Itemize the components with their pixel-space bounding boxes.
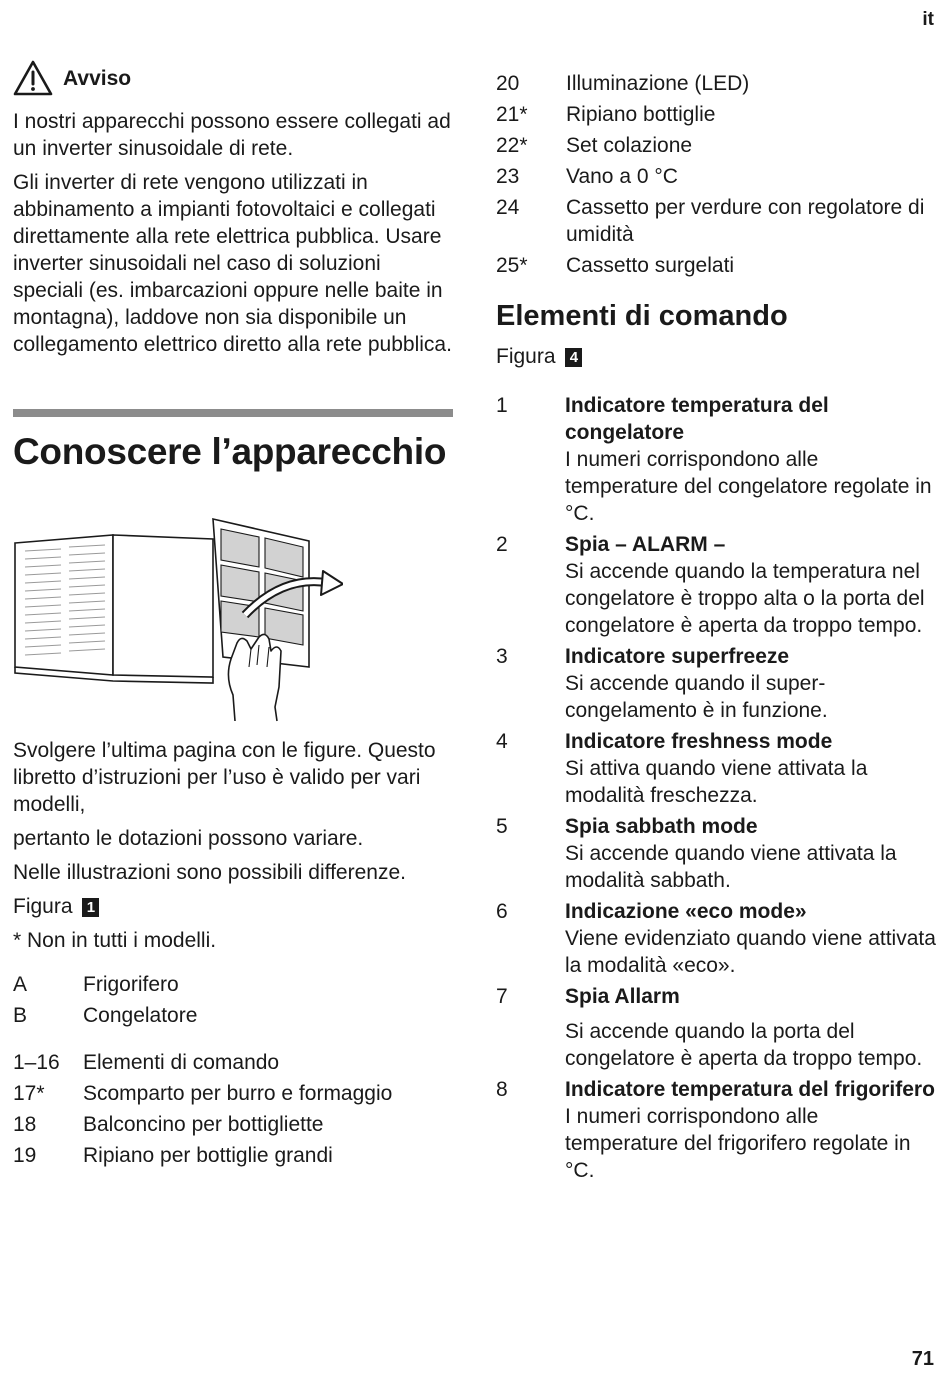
control-number: 2 — [496, 533, 508, 556]
control-item — [496, 643, 936, 724]
legend-key: A — [13, 973, 28, 996]
legend-row — [13, 1002, 453, 1029]
legend-label: Congelatore — [83, 1004, 198, 1027]
legend-key: 25* — [496, 254, 528, 277]
control-title: Spia – ALARM – — [565, 533, 726, 556]
section-divider — [13, 409, 453, 417]
legend-key: 22* — [496, 134, 528, 157]
figure-number-badge: 1 — [82, 898, 99, 917]
figure-reference — [496, 343, 936, 370]
legend-key: B — [13, 1004, 28, 1027]
control-number: 8 — [496, 1078, 508, 1101]
control-description: Si accende quando viene attivata la modalità sabbath. — [565, 842, 897, 892]
figure-label: Figura — [13, 895, 73, 918]
legend-label: Frigorifero — [83, 973, 179, 996]
control-item — [496, 531, 936, 639]
warning-icon — [13, 60, 53, 96]
legend-row — [13, 1049, 453, 1076]
control-description: I numeri corrispondono alle temperature del congelatore regolate in °C. — [565, 448, 932, 525]
legend-label: Cassetto per verdure con regolatore di umidità — [566, 196, 925, 246]
control-number: 3 — [496, 645, 508, 668]
legend-row — [496, 252, 936, 279]
control-number: 1 — [496, 394, 508, 417]
legend-key: 24 — [496, 196, 520, 219]
section-paragraph: Nelle illustrazioni sono possibili differenze. — [13, 861, 406, 884]
legend-row — [496, 194, 936, 248]
warning-paragraph: I nostri apparecchi possono essere collegati ad un inverter sinusoidale di rete. — [13, 110, 451, 160]
control-number: 6 — [496, 900, 508, 923]
legend-row — [13, 1111, 453, 1138]
control-title: Indicatore temperatura del frigorifero — [565, 1078, 935, 1101]
legend-row — [496, 132, 936, 159]
control-title: Spia sabbath mode — [565, 815, 758, 838]
legend-key: 21* — [496, 103, 528, 126]
section-title: Conoscere l’apparecchio — [13, 431, 447, 472]
control-description: Viene evidenziato quando viene attivata la modalità «eco». — [565, 927, 936, 977]
section-paragraph: Svolgere l’ultima pagina con le figure. Questo libretto d’istruzioni per l’uso è valido per vari modelli, — [13, 739, 436, 816]
right-column — [496, 70, 936, 1188]
legend-key: 17* — [13, 1082, 45, 1105]
legend-row — [13, 1142, 453, 1169]
section-paragraph: pertanto le dotazioni possono variare. — [13, 827, 364, 850]
control-title: Indicatore freshness mode — [565, 730, 833, 753]
legend-label: Scomparto per burro e formaggio — [83, 1082, 393, 1105]
legend-label: Elementi di comando — [83, 1051, 280, 1074]
controls-heading: Elementi di comando — [496, 300, 788, 332]
legend-row — [496, 101, 936, 128]
legend-row — [496, 163, 936, 190]
legend-key: 19 — [13, 1144, 37, 1167]
left-column — [13, 60, 453, 1169]
control-item — [496, 898, 936, 979]
language-code: it — [922, 9, 934, 30]
legend-label: Ripiano per bottiglie grandi — [83, 1144, 333, 1167]
legend-row — [496, 70, 936, 97]
open-booklet-illustration — [13, 517, 343, 722]
footnote: * Non in tutti i modelli. — [13, 929, 217, 952]
control-item — [496, 983, 936, 1072]
control-item — [496, 728, 936, 809]
legend-key: 20 — [496, 72, 520, 95]
control-item — [496, 392, 936, 527]
control-item — [496, 1076, 936, 1184]
figure-reference — [13, 893, 453, 920]
control-number: 5 — [496, 815, 508, 838]
control-description: I numeri corrispondono alle temperature del frigorifero regolate in °C. — [565, 1105, 911, 1182]
warning-title: Avviso — [63, 66, 132, 90]
legend-label: Balconcino per bottigliette — [83, 1113, 324, 1136]
legend-row — [13, 1080, 453, 1107]
legend-label: Vano a 0 °C — [566, 165, 678, 188]
legend-label: Illuminazione (LED) — [566, 72, 750, 95]
legend-label: Set colazione — [566, 134, 693, 157]
legend-label: Ripiano bottiglie — [566, 103, 716, 126]
control-description: Si accende quando il super-congelamento è in funzione. — [565, 672, 828, 722]
warning-heading — [13, 60, 453, 96]
legend-key: 23 — [496, 165, 520, 188]
control-title: Indicazione «eco mode» — [565, 900, 807, 923]
control-title: Spia Allarm — [565, 985, 680, 1008]
control-description: Si accende quando la temperatura nel congelatore è troppo alta o la porta del congelatore è aperta da troppo tempo. — [565, 560, 925, 637]
control-description: Si attiva quando viene attivata la modalità freschezza. — [565, 757, 868, 807]
legend-label: Cassetto surgelati — [566, 254, 735, 277]
control-title: Indicatore temperatura del congelatore — [565, 394, 829, 444]
figure-number-badge: 4 — [565, 348, 582, 367]
control-description: Si accende quando la porta del congelatore è aperta da troppo tempo. — [565, 1020, 923, 1070]
control-number: 4 — [496, 730, 508, 753]
control-title: Indicatore superfreeze — [565, 645, 790, 668]
page-number: 71 — [911, 1348, 934, 1370]
control-number: 7 — [496, 985, 508, 1008]
control-item — [496, 813, 936, 894]
warning-paragraph: Gli inverter di rete vengono utilizzati in abbinamento a impianti fotovoltaici e collegati direttamente alla rete elettrica pubblica. Usare inverter sinusoidali nel caso di soluzioni speciali (es. imbarcazioni oppure nelle baite in montagna), laddove non sia disponibile un collegamento elettrico diretto alla rete pubblica. — [13, 171, 452, 356]
legend-key: 18 — [13, 1113, 37, 1136]
legend-row — [13, 971, 453, 998]
legend-key: 1–16 — [13, 1051, 60, 1074]
figure-label: Figura — [496, 345, 556, 368]
fold-out-page-illustration — [13, 517, 453, 729]
